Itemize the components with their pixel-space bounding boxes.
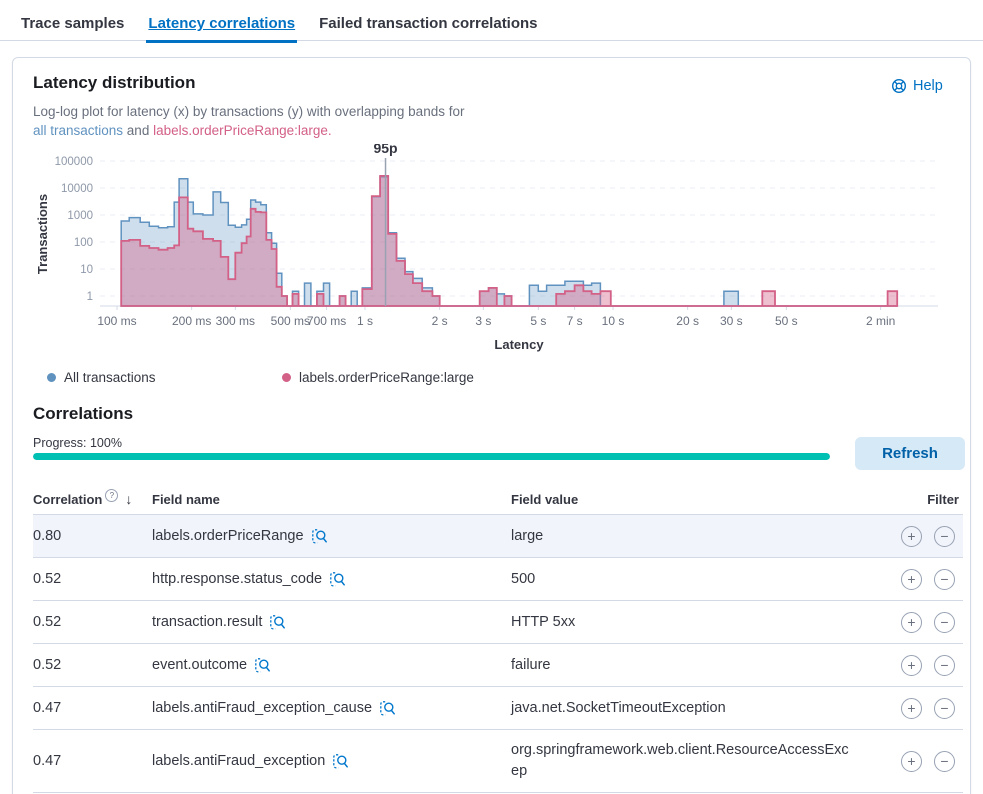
legend-label: All transactions [64, 370, 156, 385]
discover-icon[interactable] [254, 657, 271, 674]
x-tick-label: 2 min [865, 314, 896, 328]
discover-icon[interactable] [332, 753, 349, 770]
tab-bar [19, 0, 540, 43]
y-tick-label: 10000 [61, 183, 93, 195]
table-header-row [33, 484, 963, 515]
correlation-header-label: Correlation [33, 491, 103, 507]
tab-latency-correlations[interactable]: Latency correlations [146, 0, 297, 43]
y-tick-label: 1000 [67, 210, 93, 222]
correlation-value: 0.52 [33, 657, 62, 673]
filter-exclude-button[interactable]: − [934, 698, 955, 719]
help-icon [891, 78, 907, 94]
table-row[interactable] [33, 730, 963, 793]
field-value: failure [511, 656, 551, 673]
table-row[interactable] [33, 687, 963, 730]
field-value: org.springframework.web.client.ResourceAccessExcep [511, 742, 849, 779]
y-tick-label: 100000 [54, 156, 93, 168]
y-tick-label: 1 [86, 291, 93, 303]
x-tick-label: 3 s [475, 314, 492, 328]
field-name-cell [152, 571, 511, 588]
correlation-value: 0.52 [33, 571, 62, 587]
field-name-cell [152, 614, 511, 631]
correlation-value: 0.47 [33, 700, 62, 716]
filter-exclude-button[interactable]: − [934, 526, 955, 547]
x-tick-label: 20 s [676, 314, 699, 328]
field-name: labels.antiFraud_exception_cause [152, 700, 373, 716]
filter-cell [871, 698, 963, 719]
filter-cell [871, 569, 963, 590]
table-row[interactable] [33, 601, 963, 644]
x-tick-label: 500 ms [270, 314, 311, 328]
field-value: java.net.SocketTimeoutException [511, 699, 726, 716]
correlation-value: 0.80 [33, 528, 62, 544]
latency-distribution-chart[interactable] [0, 144, 983, 359]
help-link[interactable] [891, 78, 943, 94]
table-body [33, 515, 963, 793]
x-tick-label: 5 s [530, 314, 547, 328]
help-label: Help [913, 78, 943, 94]
discover-icon[interactable] [329, 571, 346, 588]
field-name: http.response.status_code [152, 571, 323, 587]
field-value: HTTP 5xx [511, 613, 576, 630]
question-in-circle-icon[interactable]: ? [105, 489, 118, 502]
x-tick-label: 100 ms [97, 314, 137, 328]
field-name: labels.orderPriceRange [152, 528, 304, 544]
tab-trace-samples[interactable]: Trace samples [21, 15, 125, 32]
progress-track [33, 453, 830, 460]
column-header-correlation[interactable] [33, 491, 152, 507]
filter-include-button[interactable]: + [901, 698, 922, 719]
correlations-table [33, 484, 963, 793]
x-tick-label: 300 ms [215, 314, 256, 328]
progress-bar [33, 453, 830, 460]
correlations-heading: Correlations [33, 404, 134, 423]
filter-exclude-button[interactable]: − [934, 612, 955, 633]
sort-descending-icon[interactable]: ↓ [125, 491, 133, 507]
order-price-range-link[interactable]: labels.orderPriceRange:large. [153, 123, 332, 138]
field-name-cell [152, 753, 511, 770]
discover-icon[interactable] [311, 528, 328, 545]
discover-icon[interactable] [269, 614, 286, 631]
filter-exclude-button[interactable]: − [934, 751, 955, 772]
filter-cell [871, 751, 963, 772]
x-tick-label: 7 s [566, 314, 583, 328]
table-row[interactable] [33, 644, 963, 687]
progress-label: Progress: 100% [33, 436, 122, 450]
field-value: large [511, 527, 544, 544]
field-value: 500 [511, 570, 536, 587]
tab-failed-transaction-correlations[interactable]: Failed transaction correlations [319, 15, 538, 32]
column-header-field-name: Field name [152, 491, 220, 507]
column-header-field-value: Field value [511, 491, 579, 507]
legend-item[interactable] [47, 370, 282, 385]
filter-include-button[interactable]: + [901, 655, 922, 676]
discover-icon[interactable] [379, 700, 396, 717]
filter-cell [871, 655, 963, 676]
y-tick-label: 100 [73, 237, 93, 249]
filter-exclude-button[interactable]: − [934, 569, 955, 590]
legend-label: labels.orderPriceRange:large [299, 370, 474, 385]
x-tick-label: 50 s [775, 314, 798, 328]
legend-item[interactable] [282, 370, 517, 385]
subtitle-text: Log-log plot for latency (x) by transactions (y) with overlapping bands for [33, 104, 465, 119]
x-tick-label: 1 s [356, 314, 374, 328]
field-name-cell [152, 700, 511, 717]
x-tick-label: 30 s [719, 314, 743, 328]
field-name: labels.antiFraud_exception [152, 753, 326, 769]
percentile-annotation-label: 95p [373, 144, 398, 156]
filter-cell [871, 526, 963, 547]
filter-include-button[interactable]: + [901, 612, 922, 633]
chart-subtitle [33, 102, 543, 140]
legend-dot-icon [47, 373, 56, 382]
legend-dot-icon [282, 373, 291, 382]
filter-exclude-button[interactable]: − [934, 655, 955, 676]
x-tick-label: 10 s [601, 314, 625, 328]
y-tick-label: 10 [80, 264, 93, 276]
field-name-cell [152, 657, 511, 674]
x-tick-label: 700 ms [306, 314, 347, 328]
field-name: event.outcome [152, 657, 248, 673]
column-header-filter: Filter [927, 491, 959, 507]
subtitle-conjunction: and [123, 123, 154, 138]
all-transactions-link[interactable]: all transactions [33, 123, 124, 138]
correlation-value: 0.52 [33, 614, 62, 630]
x-tick-label: 2 s [431, 314, 448, 328]
filter-cell [871, 612, 963, 633]
chart-legend [47, 370, 517, 385]
filter-include-button[interactable]: + [901, 526, 922, 547]
field-name-cell [152, 528, 511, 545]
y-axis-title: Transactions [35, 193, 50, 275]
correlation-value: 0.47 [33, 753, 62, 769]
x-tick-label: 200 ms [171, 314, 212, 328]
field-name: transaction.result [152, 614, 263, 630]
filter-include-button[interactable]: + [901, 569, 922, 590]
panel-title: Latency distribution [33, 73, 196, 92]
table-row[interactable] [33, 515, 963, 558]
filter-include-button[interactable]: + [901, 751, 922, 772]
refresh-button[interactable]: Refresh [855, 437, 965, 470]
table-row[interactable] [33, 558, 963, 601]
x-axis-title: Latency [494, 337, 544, 352]
